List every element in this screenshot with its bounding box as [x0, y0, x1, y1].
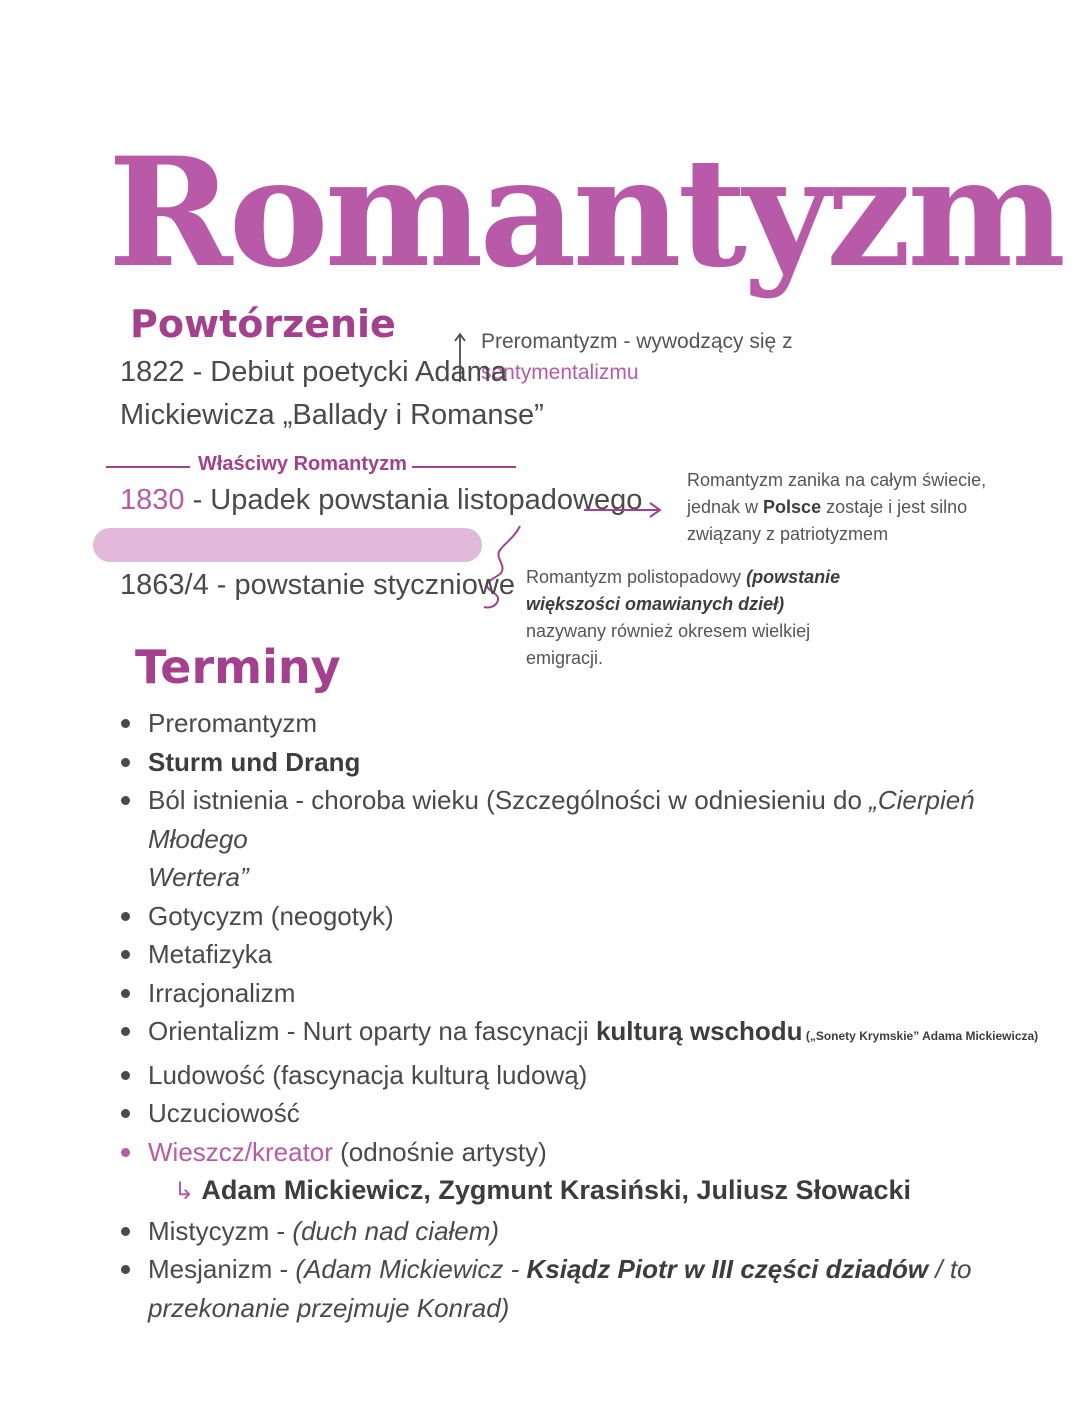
list-item — [116, 1212, 1016, 1251]
list-item — [116, 743, 1016, 782]
term-bold: Adam Mickiewicz, Zygmunt Krasiński, Juliusz Słowacki — [201, 1175, 912, 1205]
event-1863: 1863/4 - powstanie styczniowe — [120, 569, 515, 601]
post-note-line4: emigracji. — [526, 648, 604, 668]
term-text: Gotycyzm (neogotyk) — [148, 900, 394, 931]
term-small: („Sonety Krymskie” Adama Mickiewicza) — [802, 1029, 1039, 1043]
term-italic: / to — [928, 1254, 972, 1284]
term-text: Orientalizm - Nurt oparty na fascynacji — [148, 1016, 596, 1046]
post-note-text: Romantyzm polistopadowy — [526, 567, 747, 587]
list-item — [116, 897, 1016, 936]
side-note-text-a: jednak w — [687, 497, 764, 517]
list-item — [116, 781, 1016, 897]
list-item — [116, 704, 1016, 743]
preromantyzm-note — [481, 326, 793, 388]
divider-left — [106, 466, 190, 468]
side-note — [687, 467, 986, 548]
corner-arrow-icon: ↳ — [174, 1178, 195, 1205]
list-item — [116, 1133, 1016, 1172]
term-text: Uczuciowość — [148, 1098, 300, 1128]
event-1830 — [120, 482, 642, 520]
term-italic: „Cierpień Młodego — [148, 785, 975, 854]
term-italic: (duch nad ciałem) — [292, 1215, 500, 1246]
side-note-line1: Romantyzm zanika na całym świecie, — [687, 470, 987, 490]
side-note-bold: Polsce — [763, 497, 822, 517]
preromantyzm-note-line2: sentymentalizmu — [481, 361, 639, 384]
term-text: (odnośnie artysty) — [332, 1136, 547, 1167]
post-note-bold: (powstanie — [746, 567, 841, 587]
terms-heading: Terminy — [135, 640, 341, 694]
term-text: Metafizyka — [148, 939, 273, 969]
list-item — [116, 1012, 1039, 1056]
right-arrow-icon — [582, 498, 664, 522]
list-item — [116, 935, 1016, 974]
list-item — [116, 1094, 1016, 1133]
term-text: Ból istnienia - choroba wieku (Szczególności w odniesieniu do — [148, 785, 870, 815]
term-italic: Wertera” — [148, 862, 249, 892]
term-text: Mistycyzm - — [148, 1215, 293, 1246]
term-italic: przekonanie przejmuje Konrad) — [148, 1292, 510, 1323]
post-note-line3: nazywany również okresem wielkiej — [526, 621, 811, 641]
term-bold-italic: Ksiądz Piotr w III części dziadów — [526, 1254, 929, 1284]
proper-romanticism-label: Właściwy Romantyzm — [198, 453, 407, 475]
post-november-note — [526, 564, 840, 672]
term-text: Preromantyzm — [148, 708, 318, 738]
list-item — [116, 974, 1016, 1013]
event-1830-text: - Upadek powstania listopadowego — [184, 484, 643, 516]
term-pink: Wieszcz/kreator — [148, 1136, 333, 1167]
preromantyzm-note-line1: Preromantyzm - wywodzący się z — [481, 330, 793, 353]
side-note-text-b: zostaje i jest silno — [821, 497, 968, 517]
debut-line2: Mickiewicza „Ballady i Romanse” — [120, 399, 544, 431]
term-text: Irracjonalizm — [148, 977, 296, 1008]
list-item — [116, 1171, 1016, 1212]
list-item — [116, 1056, 1016, 1095]
post-note-line1 — [526, 564, 840, 591]
term-text: Mesjanizm - — [148, 1254, 296, 1284]
year-1830: 1830 — [120, 484, 185, 516]
list-item — [116, 1250, 1016, 1327]
highlight-bar — [93, 528, 482, 562]
side-note-line2 — [687, 494, 986, 521]
review-heading: Powtórzenie — [130, 302, 396, 346]
debut-line1: 1822 - Debiut poetycki Adama — [120, 356, 507, 388]
term-text: Sturm und Drang — [148, 746, 361, 777]
side-note-line3: związany z patriotyzmem — [687, 524, 889, 544]
page-title: Romantyzm — [108, 125, 1063, 301]
divider-right — [412, 466, 516, 468]
term-italic: (Adam Mickiewicz - — [295, 1254, 527, 1284]
post-note-line2: większości omawianych dzieł) — [526, 594, 785, 614]
term-text: Ludowość (fascynacja kulturą ludową) — [148, 1059, 588, 1090]
terms-list — [116, 704, 1039, 1327]
term-bold: kulturą wschodu — [595, 1016, 803, 1046]
